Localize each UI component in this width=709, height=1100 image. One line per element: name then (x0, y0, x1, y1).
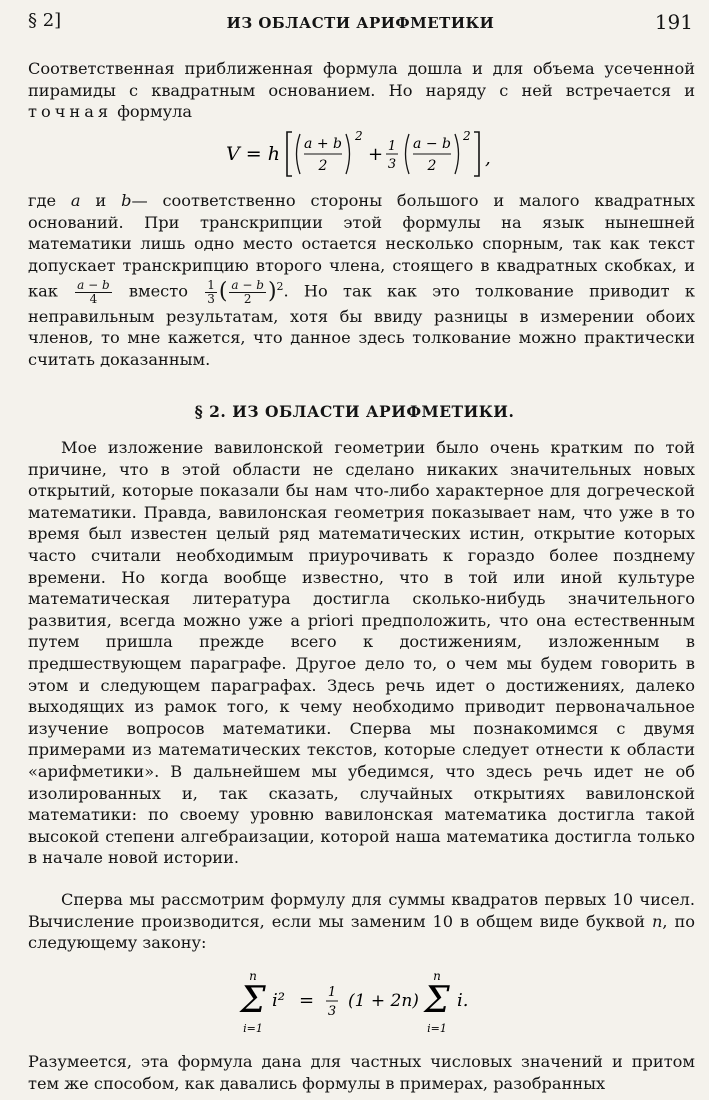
inline-exponent: 2 (276, 280, 284, 294)
paragraph-2-part3: . Но так как это толкование приводит к неправильным результатам, хотя бы ввиду разницы в измерении обоих членов, то мне кажется, что данное здесь толкование можно практически считать доказанным. (28, 281, 695, 369)
formula-1-paren (406, 134, 410, 174)
fraction-denominator: 3 (207, 291, 215, 306)
formula-1-paren (346, 134, 350, 174)
formula-1-t1-num: a + b (304, 136, 342, 152)
formula-1-right-bracket (474, 132, 479, 176)
running-header (28, 6, 693, 34)
fraction-numerator: a − b (77, 277, 110, 292)
paragraph-2 (28, 190, 695, 371)
fraction-denominator: 4 (89, 291, 98, 306)
formula-1-paren (297, 134, 301, 174)
inline-fraction-a-minus-b-over-4 (75, 279, 112, 306)
sum-1-term: i² (272, 990, 285, 1011)
sum-2-sigma: Σ (424, 980, 450, 1021)
formula-frustum-volume (0, 124, 709, 182)
sum-2-lower: i=1 (427, 1022, 447, 1035)
section-marker: § 2] (28, 10, 62, 31)
running-title: ИЗ ОБЛАСТИ АРИФМЕТИКИ (226, 14, 495, 32)
paragraph-5-text: Разумеется, эта формула дана для частных числовых значений и притом тем же способом, как давались формулы в примерах, разобранных (28, 1052, 695, 1093)
formula-1-left-bracket (287, 132, 292, 176)
page-number: 191 (654, 10, 693, 34)
sum-2-term: i. (457, 990, 469, 1011)
paragraph-1-tail: формула (117, 102, 193, 122)
formula-1-coef-num: 1 (387, 139, 397, 154)
formula-2-coef-num: 1 (327, 985, 337, 1000)
fraction-numerator: a − b (231, 277, 264, 292)
variable-a: a (70, 191, 81, 210)
formula-1-exp: 2 (355, 129, 363, 143)
paragraph-4-text: Сперва мы рассмотрим формулу для суммы квадратов первых 10 чисел. Вычисление производится, если мы заменим 10 в общем виде буквой (28, 890, 695, 931)
inline-fraction-a-minus-b-over-2 (229, 279, 266, 306)
formula-2-factor: (1 + 2n) (348, 991, 419, 1011)
formula-1-lhs: V = h (226, 143, 280, 165)
sum-1-sigma: Σ (240, 980, 266, 1021)
fraction-numerator: 1 (207, 277, 215, 292)
paragraph-2-and: и (95, 191, 107, 210)
paragraph-2-instead: вместо (128, 281, 188, 301)
variable-b: b (121, 191, 132, 210)
paragraph-2-part1: где (28, 191, 57, 210)
paragraph-3 (28, 437, 695, 869)
formula-1-ending: , (485, 148, 491, 169)
formula-1-paren (455, 134, 459, 174)
variable-n: n (651, 911, 663, 931)
paragraph-4-tail: , по следующему закону: (28, 911, 695, 953)
fraction-denominator: 2 (243, 291, 252, 306)
paragraph-1 (28, 58, 695, 123)
paragraph-2-part2: — соответственно стороны большого и малого квадратных оснований. При транскрипции этой формулы на язык нынешней математики лишь одно место остается несколько спорным, так как текст допускает транскрипцию второго члена, стоящего в квадратных скобках, и как (28, 191, 695, 301)
section-heading: § 2. ИЗ ОБЛАСТИ АРИФМЕТИКИ. (194, 402, 515, 421)
formula-1-t2-num: a − b (413, 136, 451, 152)
formula-2-coef-den: 3 (327, 1004, 337, 1019)
paragraph-1-emphasis: точная (28, 102, 113, 122)
inline-fraction-one-third (205, 279, 217, 306)
formula-1-coef-den: 3 (387, 157, 397, 172)
sum-2-upper: n (433, 969, 441, 983)
paren-open: ( (218, 279, 228, 305)
sum-1-lower: i=1 (243, 1022, 263, 1035)
formula-2-equals: = (299, 990, 315, 1011)
formula-1-t1-den: 2 (318, 158, 328, 174)
formula-sum-of-squares (0, 966, 709, 1038)
formula-1-exp: 2 (463, 129, 471, 143)
sum-1-upper: n (249, 969, 257, 983)
formula-1-t2-den: 2 (427, 158, 437, 174)
paragraph-4 (28, 889, 695, 954)
paragraph-3-text: Мое изложение вавилонской геометрии было очень кратким по той причине, что в этой области не сделано никаких значительных новых открытий, которые показали бы нам что-либо характерное для догреческой математики. Правда, вавилонская геометрия показывает нам, что уже в то время был известен целый ряд математических истин, открытие которых часто считали необходимым приурочивать к гораздо более позднему времени. Но когда вообще известно, что в той или иной культуре математическая литература достигла сколько-нибудь значительного развития, всегда можно уже a priori предположить, что она естественным путем пришла прежде всего к достижениям, изложенным в предшествующем параграфе. Другое дело то, о чем мы будем говорить в этом и следующем параграфах. Здесь речь идет о достижениях, далеко выходящих из рамок того, к чему необходимо приводит первоначальное изучение вопросов математики. Сперва мы познакомимся с двумя примерами из математических текстов, которые следует отнести к области «арифметики». В дальнейшем мы убедимся, что здесь речь идет не об изолированных и, так сказать, случайных открытиях вавилонской математики: по своему уровню вавилонская математика достигла такой высокой степени алгебраизации, которой наша математика достигла только в начале новой истории. (28, 438, 695, 868)
paragraph-1-text: Соответственная приближенная формула дошла и для объема усеченной пирамиды с квадратным основанием. Но наряду с ней встречается и (28, 59, 695, 100)
formula-1-plus: + (368, 144, 384, 165)
paragraph-5 (28, 1051, 695, 1094)
paren-close: ) (267, 279, 277, 305)
